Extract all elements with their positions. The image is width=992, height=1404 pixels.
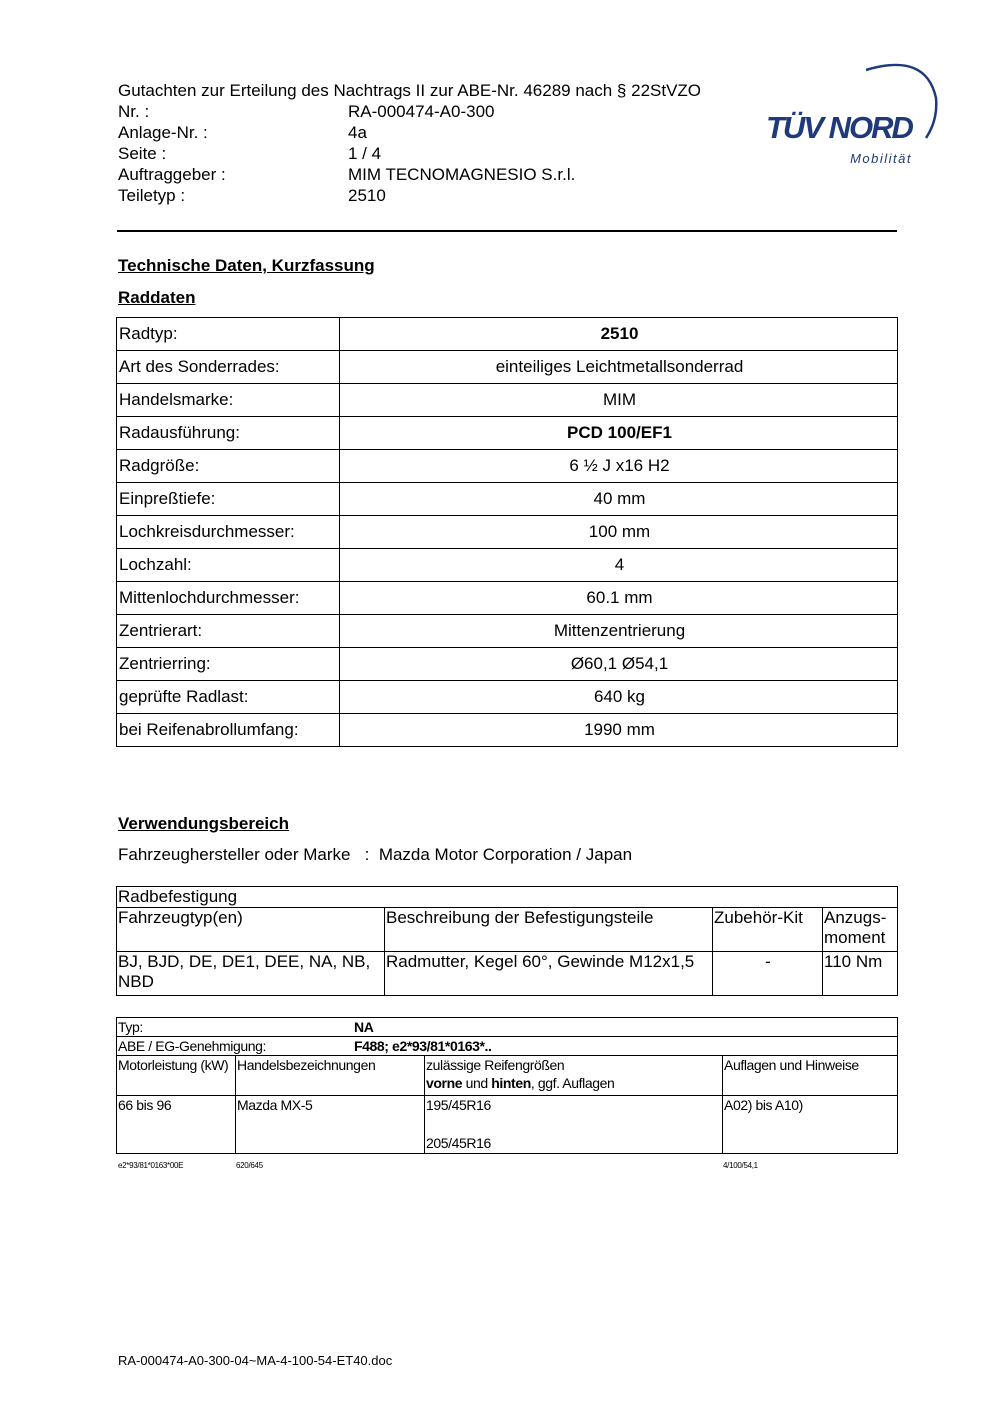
document-header xyxy=(118,80,701,206)
small-note-3: 4/100/54,1 xyxy=(723,1161,758,1170)
logo-wordmark: TÜV NORD xyxy=(766,110,912,145)
table-row xyxy=(117,384,898,417)
section-title: Technische Daten, Kurzfassung xyxy=(118,256,375,275)
raddaten-label: Einpreßtiefe: xyxy=(117,483,340,516)
abe-row xyxy=(117,1037,898,1056)
header-cell: Zubehör-Kit xyxy=(713,908,823,952)
header-cell: Beschreibung der Befestigungsteile xyxy=(385,908,713,952)
raddaten-value: 60.1 mm xyxy=(340,582,898,615)
table-cell: Mazda MX-5 xyxy=(236,1096,425,1154)
raddaten-value: 1990 mm xyxy=(340,714,898,747)
raddaten-title: Raddaten xyxy=(118,288,196,307)
small-note-2: 620/645 xyxy=(236,1161,263,1170)
raddaten-value: 2510 xyxy=(340,318,898,351)
raddaten-value: 640 kg xyxy=(340,681,898,714)
radbefestigung-table xyxy=(116,886,898,996)
raddaten-label: bei Reifenabrollumfang: xyxy=(117,714,340,747)
hersteller-line xyxy=(118,845,632,865)
reifen-hinten: hinten xyxy=(491,1075,531,1091)
header-label: Anlage-Nr. : xyxy=(118,123,208,142)
reifen-value-2: 205/45R16 xyxy=(426,1135,491,1151)
header-row-teiletyp xyxy=(118,185,701,206)
table-row xyxy=(117,318,898,351)
verwendung-title: Verwendungsbereich xyxy=(118,814,289,833)
table-cell: 110 Nm xyxy=(823,952,898,996)
raddaten-value: PCD 100/EF1 xyxy=(340,417,898,450)
header-value: RA-000474-A0-300 xyxy=(348,102,495,121)
header-value: 2510 xyxy=(348,186,386,205)
table-row xyxy=(117,351,898,384)
raddaten-value: 6 ½ J x16 H2 xyxy=(340,450,898,483)
header-label: Auftraggeber : xyxy=(118,165,226,184)
raddaten-label: Zentrierart: xyxy=(117,615,340,648)
table-cell-reifen xyxy=(425,1096,723,1154)
small-note-1: e2*93/81*0163*00E xyxy=(118,1161,184,1170)
reifen-header-line1: zulässige Reifengrößen xyxy=(426,1057,565,1073)
abe-value: F488; e2*93/81*0163*.. xyxy=(354,1038,492,1054)
raddaten-label: Radausführung: xyxy=(117,417,340,450)
table-row xyxy=(117,1037,898,1056)
header-label: Seite : xyxy=(118,144,167,163)
raddaten-value: 100 mm xyxy=(340,516,898,549)
header-row-auftraggeber xyxy=(118,164,701,185)
table-row xyxy=(117,1056,898,1096)
logo-subtitle: Mobilität xyxy=(850,151,912,166)
table-cell: - xyxy=(713,952,823,996)
raddaten-label: Lochzahl: xyxy=(117,549,340,582)
reifen-und: und xyxy=(462,1075,492,1091)
header-cell: Auflagen und Hinweise xyxy=(723,1056,898,1096)
table-row xyxy=(117,483,898,516)
header-cell-reifen xyxy=(425,1056,723,1096)
raddaten-label: geprüfte Radlast: xyxy=(117,681,340,714)
table-row xyxy=(117,516,898,549)
table-row xyxy=(117,887,898,908)
raddaten-value: MIM xyxy=(340,384,898,417)
raddaten-value: Mittenzentrierung xyxy=(340,615,898,648)
header-cell: Anzugs-moment xyxy=(823,908,898,952)
hersteller-value: Mazda Motor Corporation / Japan xyxy=(378,845,633,864)
header-row-nr xyxy=(118,101,701,122)
abe-label: ABE / EG-Genehmigung: xyxy=(118,1038,267,1054)
raddaten-label: Zentrierring: xyxy=(117,648,340,681)
tuv-nord-logo xyxy=(766,58,942,170)
table-row xyxy=(117,615,898,648)
header-cell: Fahrzeugtyp(en) xyxy=(117,908,385,952)
typ-value: NA xyxy=(354,1019,374,1035)
header-value: 4a xyxy=(348,123,367,142)
document-title: Gutachten zur Erteilung des Nachtrags II zur ABE-Nr. 46289 nach § 22StVZO xyxy=(118,81,702,100)
header-cell: Handelsbezeichnungen xyxy=(236,1056,425,1096)
table-row xyxy=(117,1018,898,1037)
raddaten-label: Lochkreisdurchmesser: xyxy=(117,516,340,549)
raddaten-label: Handelsmarke: xyxy=(117,384,340,417)
table-row xyxy=(117,714,898,747)
table-row xyxy=(117,908,898,952)
table-row xyxy=(117,648,898,681)
raddaten-value: einteiliges Leichtmetallsonderrad xyxy=(340,351,898,384)
raddaten-label: Art des Sonderrades: xyxy=(117,351,340,384)
spacer xyxy=(426,1114,722,1134)
typ-table xyxy=(116,1017,898,1154)
typ-row xyxy=(117,1018,898,1037)
raddaten-label: Radgröße: xyxy=(117,450,340,483)
raddaten-label: Mittenlochdurchmesser: xyxy=(117,582,340,615)
raddaten-value: 40 mm xyxy=(340,483,898,516)
table-row xyxy=(117,681,898,714)
table-cell: 66 bis 96 xyxy=(117,1096,236,1154)
reifen-auflagen: , ggf. Auflagen xyxy=(530,1075,615,1091)
table-row xyxy=(117,952,898,996)
table-cell: Radmutter, Kegel 60°, Gewinde M12x1,5 xyxy=(385,952,713,996)
table-cell: BJ, BJD, DE, DE1, DEE, NA, NB, NBD xyxy=(117,952,385,996)
reifen-value-1: 195/45R16 xyxy=(426,1097,491,1113)
raddaten-value: 4 xyxy=(340,549,898,582)
footer-filename: RA-000474-A0-300-04~MA-4-100-54-ET40.doc xyxy=(118,1353,393,1368)
table-row xyxy=(117,450,898,483)
header-row-seite xyxy=(118,143,701,164)
header-label: Nr. : xyxy=(118,102,150,121)
raddaten-label: Radtyp: xyxy=(117,318,340,351)
hersteller-label: Fahrzeughersteller oder Marke xyxy=(118,845,351,864)
header-divider xyxy=(117,230,897,232)
table-row xyxy=(117,582,898,615)
table-cell: A02) bis A10) xyxy=(723,1096,898,1154)
raddaten-table xyxy=(116,317,898,747)
header-label: Teiletyp : xyxy=(118,186,186,205)
table-row xyxy=(117,549,898,582)
header-value: 1 / 4 xyxy=(348,144,382,163)
header-cell: Motorleistung (kW) xyxy=(117,1056,236,1096)
raddaten-value: Ø60,1 Ø54,1 xyxy=(340,648,898,681)
header-value: MIM TECNOMAGNESIO S.r.l. xyxy=(348,165,576,184)
hersteller-separator: : xyxy=(364,845,370,864)
table-row xyxy=(117,1096,898,1154)
typ-label: Typ: xyxy=(118,1019,143,1035)
header-row-anlage xyxy=(118,122,701,143)
radbefestigung-title: Radbefestigung xyxy=(117,887,898,908)
table-row xyxy=(117,417,898,450)
reifen-vorne: vorne xyxy=(426,1075,463,1091)
reifen-header-line2 xyxy=(426,1074,722,1092)
